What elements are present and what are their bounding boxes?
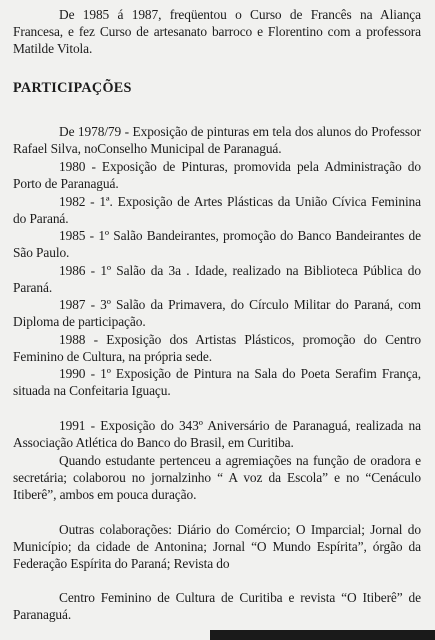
entry-text: 1986 - 1º Salão da 3a . Idade, realizado na Biblioteca Pública do Paraná.: [13, 263, 421, 296]
entry-1986: [13, 262, 421, 296]
entry-1991: [13, 417, 421, 451]
collaborations-text: Outras colaborações: Diário do Comércio; O Imparcial; Jornal do Município; da cidade de Antonina; Jornal “O Mundo Espírita”, órgão da Federação Espírita do Paraná; Revista do: [13, 522, 421, 572]
intro-text: De 1985 á 1987, freqüentou o Curso de Francês na Aliança Francesa, e fez Curso de artesanato barroco e Florentino com a professora Matilde Vitola.: [13, 7, 421, 57]
entry-text: 1991 - Exposição do 343º Aniversário de Paranaguá, realizada na Associação Atlética do Banco do Brasil, em Curitiba.: [13, 418, 421, 451]
entry-1980: [13, 158, 421, 192]
student-text: Quando estudante pertenceu a agremiações na função de oradora e secretária; colaborou no jornalzinho “ A voz da Escola” e no “Cenáculo Itiberê”, ambos em pouca duração.: [13, 453, 421, 503]
entry-text: 1980 - Exposição de Pinturas, promovida pela Administração do Porto de Paranaguá.: [13, 159, 421, 192]
entry-1990: [13, 365, 421, 399]
section-heading: PARTICIPAÇÕES: [13, 80, 132, 96]
collaborations-cont-text: Centro Feminino de Cultura de Curitiba e revista “O Itiberê” de Paranaguá.: [13, 590, 421, 623]
entry-1985: [13, 227, 421, 261]
entry-text: 1987 - 3º Salão da Primavera, do Círculo Militar do Paraná, com Diploma de participação.: [13, 297, 421, 330]
scan-edge-bar: [210, 630, 435, 640]
entry-text: 1988 - Exposição dos Artistas Plásticos, promoção do Centro Feminino de Cultura, na própria sede.: [13, 332, 421, 365]
intro-paragraph: [13, 6, 421, 58]
collaborations-paragraph: [13, 521, 421, 573]
entry-text: De 1978/79 - Exposição de pinturas em tela dos alunos do Professor Rafael Silva, noConselho Municipal de Paranaguá.: [13, 124, 421, 157]
entry-text: 1982 - 1ª. Exposição de Artes Plásticas da União Cívica Feminina do Paraná.: [13, 194, 421, 227]
entry-text: 1990 - 1º Exposição de Pintura na Sala do Poeta Serafim França, situada na Confeitaria Iguaçu.: [13, 366, 421, 399]
entry-1978: [13, 123, 421, 157]
entry-text: 1985 - 1º Salão Bandeirantes, promoção do Banco Bandeirantes de São Paulo.: [13, 228, 421, 261]
entry-1982: [13, 193, 421, 227]
student-paragraph: [13, 452, 421, 504]
entry-1988: [13, 331, 421, 365]
collaborations-continuation: [13, 589, 421, 623]
entry-1987: [13, 296, 421, 330]
